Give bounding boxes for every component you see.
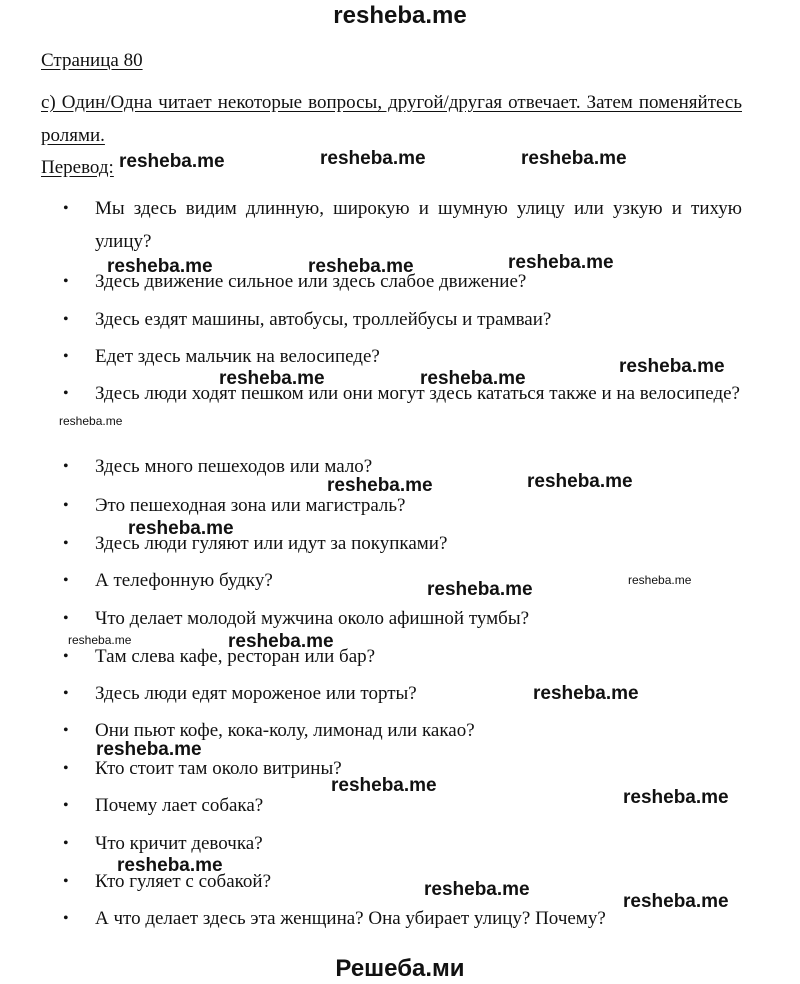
- watermark-text: resheba.me: [228, 631, 334, 652]
- question-text: Едет здесь мальчик на велосипеде?: [95, 346, 380, 367]
- bullet-icon: •: [63, 610, 69, 627]
- question-text: Здесь много пешеходов или мало?: [95, 456, 373, 477]
- bullet-icon: •: [63, 273, 69, 290]
- watermark-text: resheba.me: [96, 739, 202, 760]
- site-footer-title: Решеба.ми: [335, 955, 465, 982]
- bullet-icon: •: [63, 797, 69, 814]
- bullet-icon: •: [63, 835, 69, 852]
- question-text: А что делает здесь эта женщина? Она убирает улицу? Почему?: [95, 908, 606, 929]
- bullet-icon: •: [63, 348, 69, 365]
- list-item: [63, 640, 742, 673]
- bullet-icon: •: [63, 910, 69, 927]
- watermark-text: resheba.me: [521, 148, 627, 169]
- bullet-icon: •: [63, 458, 69, 475]
- watermark-text: resheba.me: [628, 573, 692, 587]
- question-text: Что делает молодой мужчина около афишной тумбы?: [95, 608, 530, 629]
- bullet-icon: •: [63, 722, 69, 739]
- question-text: Что кричит девочка?: [95, 833, 263, 854]
- bullet-icon: •: [63, 311, 69, 328]
- watermark-text: resheba.me: [107, 256, 213, 277]
- bullet-icon: •: [63, 535, 69, 552]
- bullet-icon: •: [63, 572, 69, 589]
- question-text: Там слева кафе, ресторан или бар?: [95, 646, 376, 667]
- question-text: Кто гуляет с собакой?: [95, 871, 272, 892]
- question-text: Здесь движение сильное или здесь слабое движение?: [95, 271, 527, 292]
- question-text: Здесь люди гуляют или идут за покупками?: [95, 533, 448, 554]
- watermark-text: resheba.me: [623, 891, 729, 912]
- watermark-text: resheba.me: [320, 148, 426, 169]
- question-text: Здесь люди едят мороженое или торты?: [95, 683, 417, 704]
- watermark-text: resheba.me: [427, 579, 533, 600]
- watermark-text: resheba.me: [219, 368, 325, 389]
- watermark-text: resheba.me: [527, 471, 633, 492]
- question-text: Кто стоит там около витрины?: [95, 758, 342, 779]
- watermark-text: resheba.me: [619, 356, 725, 377]
- question-text: Здесь люди ходят пешком или они могут здесь кататься также и на велосипеде?: [95, 383, 740, 404]
- question-text: А телефонную будку?: [95, 570, 273, 591]
- list-item: [63, 303, 742, 336]
- list-item: [63, 377, 742, 410]
- bullet-icon: •: [63, 200, 69, 217]
- question-text: Мы здесь видим длинную, широкую и шумную улицу или узкую и тихую улицу?: [95, 198, 742, 252]
- question-text: Почему лает собака?: [95, 795, 264, 816]
- site-header-title: resheba.me: [333, 2, 467, 29]
- question-text: Они пьют кофе, кока-колу, лимонад или какао?: [95, 720, 475, 741]
- watermark-text: resheba.me: [59, 414, 123, 428]
- page-reference: Страница 80: [41, 50, 143, 71]
- watermark-text: resheba.me: [331, 775, 437, 796]
- bullet-icon: •: [63, 873, 69, 890]
- bullet-icon: •: [63, 497, 69, 514]
- watermark-text: resheba.me: [327, 475, 433, 496]
- list-item: [63, 602, 742, 635]
- question-text: Здесь ездят машины, автобусы, троллейбусы и трамваи?: [95, 309, 552, 330]
- watermark-text: resheba.me: [508, 252, 614, 273]
- watermark-text: resheba.me: [128, 518, 234, 539]
- watermark-text: resheba.me: [424, 879, 530, 900]
- watermark-text: resheba.me: [117, 855, 223, 876]
- watermark-text: resheba.me: [420, 368, 526, 389]
- question-text: Это пешеходная зона или магистраль?: [95, 495, 406, 516]
- watermark-text: resheba.me: [533, 683, 639, 704]
- bullet-icon: •: [63, 760, 69, 777]
- translation-label: Перевод:: [41, 157, 114, 178]
- watermark-text: resheba.me: [119, 151, 225, 172]
- list-item: [63, 192, 742, 258]
- exercise-instruction: c) Один/Одна читает некоторые вопросы, другой/другая отвечает. Затем поменяйтесь ролями.: [41, 92, 742, 146]
- watermark-text: resheba.me: [623, 787, 729, 808]
- watermark-text: resheba.me: [308, 256, 414, 277]
- watermark-text: resheba.me: [68, 633, 132, 647]
- bullet-icon: •: [63, 685, 69, 702]
- list-item: [63, 677, 742, 710]
- bullet-icon: •: [63, 385, 69, 402]
- bullet-icon: •: [63, 648, 69, 665]
